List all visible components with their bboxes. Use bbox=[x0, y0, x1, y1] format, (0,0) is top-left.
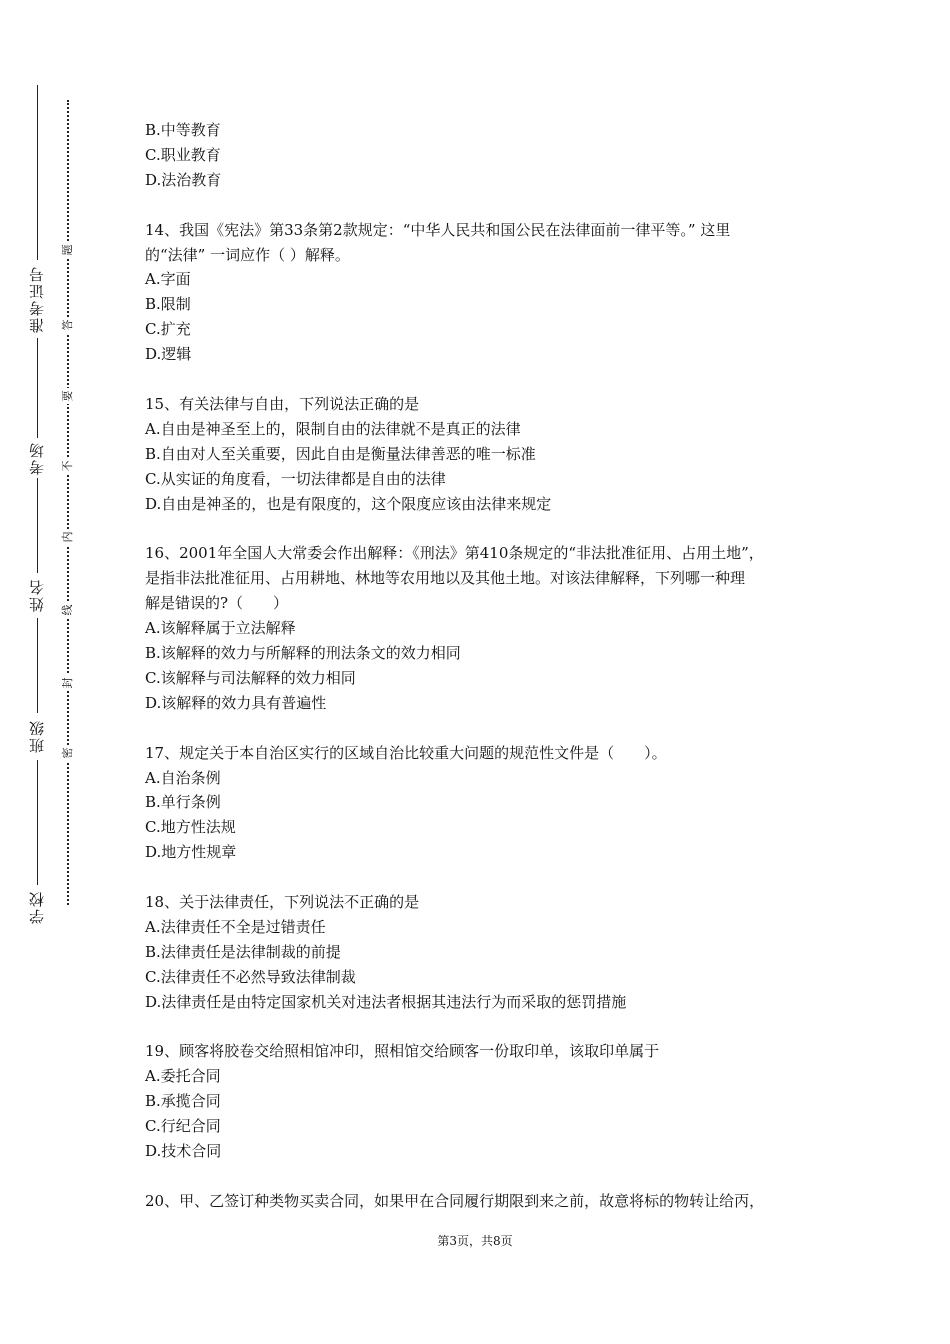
option: D.逻辑 bbox=[145, 345, 192, 364]
field-label-school: 学校 bbox=[28, 890, 46, 925]
option: C.地方性法规 bbox=[145, 818, 236, 837]
option: B.法律责任是法律制裁的前提 bbox=[145, 942, 341, 961]
option: C.法律责任不必然导致法律制裁 bbox=[145, 967, 356, 986]
option: D.自由是神圣的，也是有限度的，这个限度应该由法律来规定 bbox=[145, 494, 552, 513]
option: A.委托合同 bbox=[145, 1067, 221, 1086]
question-14-stem-line: 14、我国《宪法》第33条第2款规定：“中华人民共和国公民在法律面前一律平等。” 这里 bbox=[145, 220, 731, 239]
option: B.单行条例 bbox=[145, 793, 221, 812]
question-18-stem: 18、关于法律责任，下列说法不正确的是 bbox=[145, 893, 420, 912]
question-16-stem-line: 16、2001年全国人大常委会作出解释：《刑法》第410条规定的“非法批准征用、占用土地”， bbox=[145, 544, 764, 563]
option: D.该解释的效力具有普遍性 bbox=[145, 693, 327, 712]
question-19-stem: 19、顾客将胶卷交给照相馆冲印，照相馆交给顾客一份取印单，该取印单属于 bbox=[145, 1042, 660, 1061]
seal-char: 内 bbox=[59, 529, 77, 545]
option: B.自由对人至关重要，因此自由是衡量法律善恶的唯一标准 bbox=[145, 444, 536, 463]
option: C.从实证的角度看，一切法律都是自由的法律 bbox=[145, 469, 446, 488]
field-label-exam-number: 准考证号 bbox=[28, 265, 46, 333]
field-underline bbox=[37, 338, 38, 438]
page-footer: 第3页，共8页 bbox=[437, 1234, 513, 1248]
option: C.行纪合同 bbox=[145, 1117, 221, 1136]
option: D.地方性规章 bbox=[145, 843, 237, 862]
option: C.扩充 bbox=[145, 320, 191, 339]
option: D.法治教育 bbox=[145, 170, 222, 189]
seal-char: 题 bbox=[59, 242, 77, 258]
seal-dotted-line bbox=[67, 100, 69, 905]
seal-char: 答 bbox=[59, 317, 77, 333]
option: C.该解释与司法解释的效力相同 bbox=[145, 668, 356, 687]
question-17-stem: 17、规定关于本自治区实行的区域自治比较重大问题的规范性文件是（ ）。 bbox=[145, 743, 667, 762]
option: A.该解释属于立法解释 bbox=[145, 619, 296, 638]
option: B.限制 bbox=[145, 295, 191, 314]
seal-char: 封 bbox=[59, 675, 77, 691]
field-underline bbox=[37, 760, 38, 885]
option: B.承揽合同 bbox=[145, 1092, 221, 1111]
option: A.字面 bbox=[145, 270, 191, 289]
option: D.技术合同 bbox=[145, 1142, 222, 1161]
field-label-class: 班级 bbox=[28, 719, 46, 754]
question-content bbox=[145, 118, 825, 1214]
question-20-stem-line: 20、甲、乙签订种类物买卖合同，如果甲在合同履行期限到来之前，故意将标的物转让给丙， bbox=[145, 1191, 765, 1210]
option: A.自治条例 bbox=[145, 768, 221, 787]
question-14-stem-line: 的“法律” 一词应作（ ）解释。 bbox=[145, 245, 350, 264]
option: A.自由是神圣至上的，限制自由的法律就不是真正的法律 bbox=[145, 419, 521, 438]
field-underline bbox=[37, 618, 38, 713]
option: A.法律责任不全是过错责任 bbox=[145, 917, 326, 936]
option: B.该解释的效力与所解释的刑法条文的效力相同 bbox=[145, 643, 461, 662]
question-16-stem-line: 是指非法批准征用、占用耕地、林地等农用地以及其他土地。对该法律解释，下列哪一种理 bbox=[145, 569, 746, 588]
seal-char: 线 bbox=[59, 602, 77, 618]
field-underline bbox=[37, 85, 38, 260]
binding-margin bbox=[0, 0, 110, 1344]
option: D.法律责任是由特定国家机关对违法者根据其违法行为而采取的惩罚措施 bbox=[145, 992, 627, 1011]
field-label-exam-room: 考场 bbox=[28, 441, 46, 475]
seal-char: 不 bbox=[59, 458, 77, 474]
question-16-stem-line: 解是错误的?（ ） bbox=[145, 594, 289, 613]
field-label-name: 姓名 bbox=[28, 578, 46, 613]
option: B.中等教育 bbox=[145, 121, 221, 139]
field-underline bbox=[37, 478, 38, 573]
question-15-stem: 15、有关法律与自由，下列说法正确的是 bbox=[145, 394, 420, 413]
option: C.职业教育 bbox=[145, 145, 221, 164]
seal-char: 密 bbox=[59, 745, 77, 761]
seal-char: 要 bbox=[59, 388, 77, 404]
